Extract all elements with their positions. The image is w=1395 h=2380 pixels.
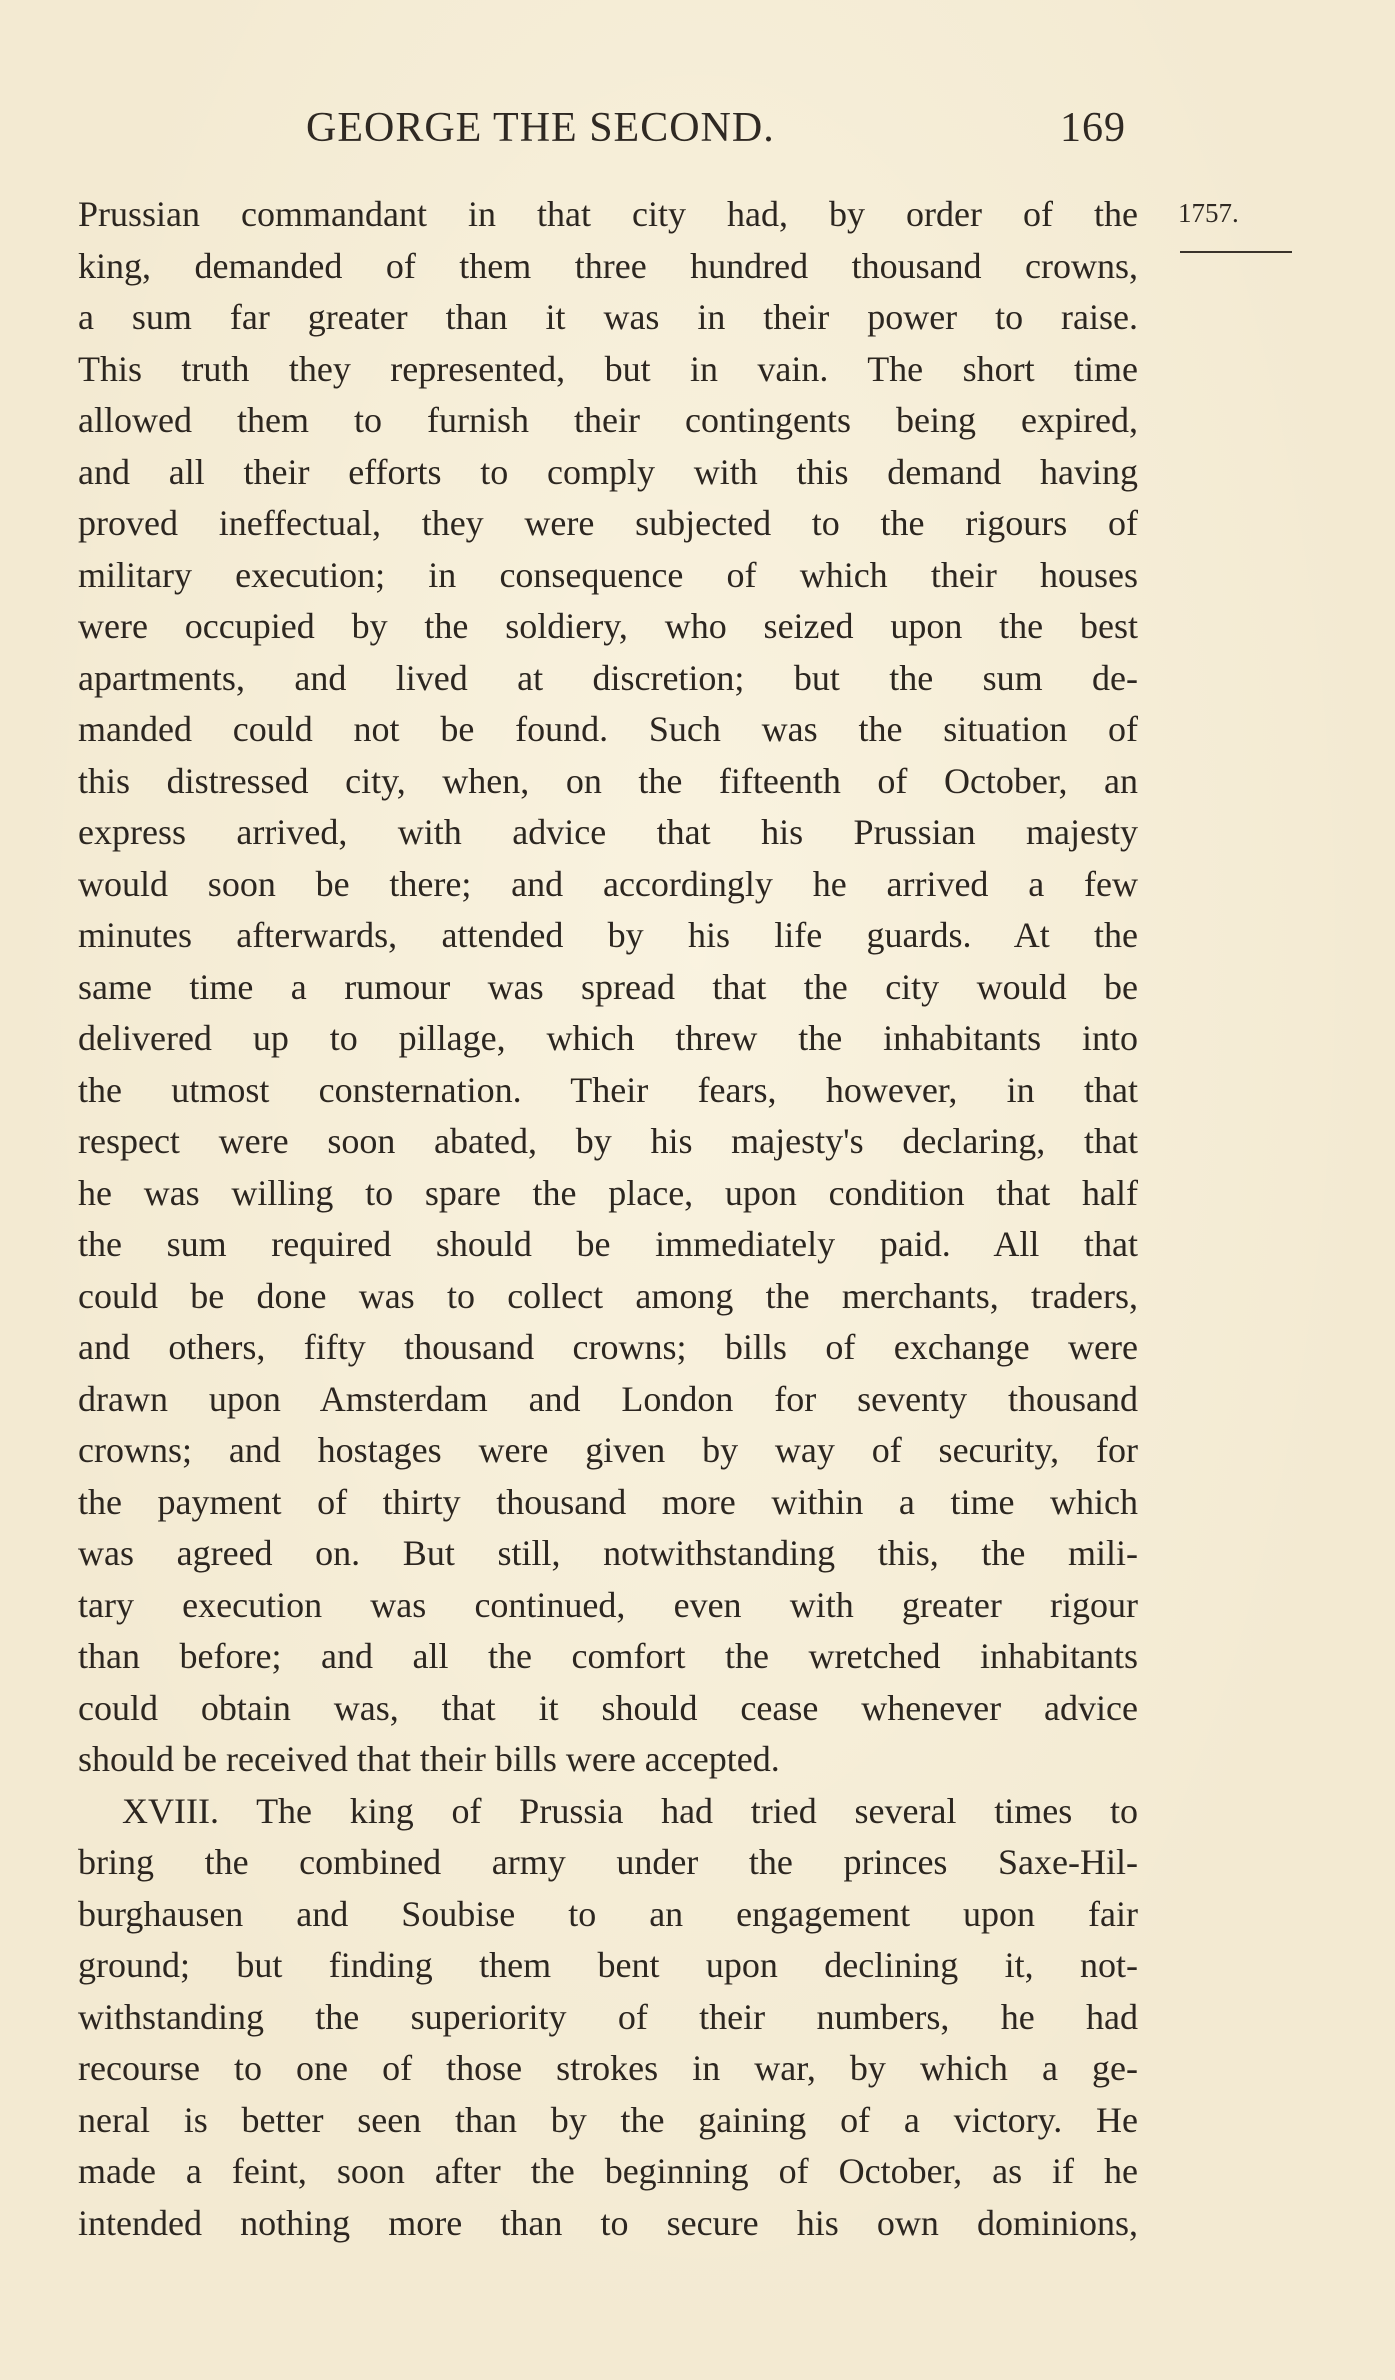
text-line: neral is better seen than by the gaining of a victory. He (78, 2099, 1138, 2140)
text-line: proved ineffectual, they were subjected to the rigours of (78, 503, 1138, 543)
text-line: were occupied by the soldiery, who seized upon the best (78, 606, 1138, 646)
text-line: could obtain was, that it should cease whenever advice (78, 1687, 1138, 1728)
text-line: and others, fifty thousand crowns; bills of exchange were (78, 1327, 1138, 1367)
text-line: apartments, and lived at discretion; but the sum de- (78, 657, 1138, 698)
text-line: allowed them to furnish their contingents being expired, (78, 400, 1138, 440)
text-line: could be done was to collect among the merchants, traders, (78, 1275, 1138, 1316)
text-line: burghausen and Soubise to an engagement upon fair (78, 1893, 1138, 1934)
text-line: manded could not be found. Such was the situation of (78, 709, 1138, 749)
text-line: respect were soon abated, by his majesty's declaring, that (78, 1121, 1138, 1161)
text-line: king, demanded of them three hundred thousand crowns, (78, 245, 1138, 286)
text-line: military execution; in consequence of which their houses (78, 554, 1138, 595)
running-head (306, 104, 1126, 164)
running-head-title: GEORGE THE SECOND. (306, 105, 775, 151)
text-line: delivered up to pillage, which threw the inhabitants into (78, 1018, 1138, 1058)
page-number: 169 (1060, 105, 1126, 151)
text-line: the payment of thirty thousand more within a time which (78, 1481, 1138, 1522)
text-line: and all their efforts to comply with this demand having (78, 451, 1138, 492)
text-line: made a feint, soon after the beginning of October, as if he (78, 2151, 1138, 2191)
text-line: would soon be there; and accordingly he arrived a few (78, 863, 1138, 904)
text-line: recourse to one of those strokes in war, by which a ge- (78, 2048, 1138, 2088)
text-line: tary execution was continued, even with greater rigour (78, 1584, 1138, 1625)
text-line: than before; and all the comfort the wretched inhabitants (78, 1636, 1138, 1676)
text-line: withstanding the superiority of their numbers, he had (78, 1996, 1138, 2037)
body-text (78, 189, 1138, 2249)
text-line: a sum far greater than it was in their power to raise. (78, 297, 1138, 337)
text-line: the sum required should be immediately paid. All that (78, 1224, 1138, 1264)
text-line: drawn upon Amsterdam and London for seventy thousand (78, 1378, 1138, 1419)
text-line: bring the combined army under the princes Saxe-Hil- (78, 1842, 1138, 1882)
paragraph-end-line: should be received that their bills were accepted. (78, 1739, 780, 1779)
text-line: minutes afterwards, attended by his life guards. At the (78, 915, 1138, 955)
section-xviii-start-line: XVIII. The king of Prussia had tried several times to (122, 1790, 1138, 1831)
text-line: crowns; and hostages were given by way of security, for (78, 1430, 1138, 1470)
margin-rule (1180, 251, 1292, 253)
text-line: same time a rumour was spread that the city would be (78, 966, 1138, 1007)
text-line: express arrived, with advice that his Prussian majesty (78, 812, 1138, 852)
text-line: the utmost consternation. Their fears, however, in that (78, 1069, 1138, 1110)
text-line: Prussian commandant in that city had, by order of the (78, 194, 1138, 234)
text-line: intended nothing more than to secure his own dominions, (78, 2202, 1138, 2243)
text-line: this distressed city, when, on the fifteenth of October, an (78, 760, 1138, 801)
text-line: was agreed on. But still, notwithstanding this, the mili- (78, 1533, 1138, 1573)
margin-year-note: 1757. (1178, 198, 1239, 228)
text-line: he was willing to spare the place, upon condition that half (78, 1172, 1138, 1213)
text-line: This truth they represented, but in vain. The short time (78, 348, 1138, 389)
text-line: ground; but finding them bent upon declining it, not- (78, 1945, 1138, 1985)
